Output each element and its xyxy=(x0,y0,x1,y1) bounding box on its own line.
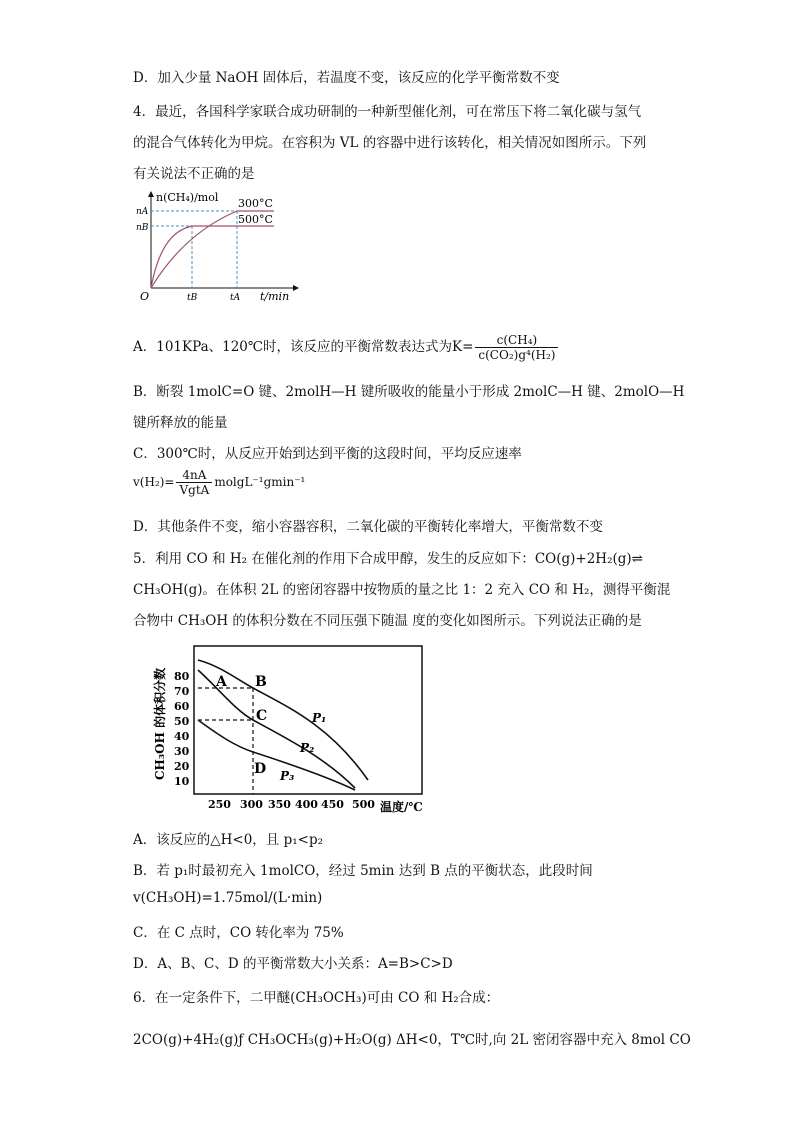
q5-option-d: D．A、B、C、D 的平衡常数大小关系：A=B>C>D xyxy=(133,956,453,972)
q5-ytick-70: 70 xyxy=(174,685,190,698)
q5-point-a: A xyxy=(216,674,227,690)
q5-ytick-80: 80 xyxy=(174,670,190,683)
q4-option-a-num: c(CH₄) xyxy=(475,333,558,348)
q4-xtick-tb: tB xyxy=(187,293,198,303)
q5-stem-line2: CH₃OH(g)。在体积 2L 的密闭容器中按物质的量之比 1：2 充入 CO 和 H₂，测得平衡混 xyxy=(133,582,671,598)
q4-option-b-line2: 键所释放的能量 xyxy=(133,415,228,431)
q5-option-a: A．该反应的△H<0，且 p₁<p₂ xyxy=(133,832,324,848)
q5-option-c: C．在 C 点时，CO 转化率为 75% xyxy=(133,925,344,941)
q5-yticks xyxy=(174,670,190,788)
q6-stem-line2: 2CO(g)+4H₂(g)ƒ CH₃OCH₃(g)+H₂O(g) ΔH<0，T℃时,向 2L 密闭容器中充入 8mol CO xyxy=(133,1032,691,1048)
q5-stem-line3: 合物中 CH₃OH 的体积分数在不同压强下随温 度的变化如图所示。下列说法正确的是 xyxy=(133,613,642,629)
q4-series-500: 500°C xyxy=(238,213,273,226)
q5-curve-p3 xyxy=(198,720,355,790)
q5-xticks xyxy=(208,798,375,811)
q3-option-d: D．加入少量 NaOH 固体后，若温度不变，该反应的化学平衡常数不变 xyxy=(133,70,560,86)
q5-point-b: B xyxy=(255,674,267,690)
q4-option-c-formula xyxy=(133,468,305,497)
q5-ytick-60: 60 xyxy=(174,700,190,713)
q6-stem-line1: 6．在一定条件下，二甲醚(CH₃OCH₃)可由 CO 和 H₂合成： xyxy=(133,990,500,1006)
q5-chart xyxy=(150,640,450,820)
q5-point-d: D xyxy=(254,761,267,777)
q5-ytick-10: 10 xyxy=(174,775,190,788)
q4-ylabel: n(CH₄)/mol xyxy=(156,191,219,204)
q5-ytick-30: 30 xyxy=(174,745,190,758)
q4-ytick-nb: nB xyxy=(136,223,149,233)
q4-xtick-ta: tA xyxy=(230,293,241,303)
q5-xtick-350: 350 xyxy=(268,798,291,811)
q4-ytick-na: nA xyxy=(136,207,149,217)
q4-option-c-unit: molgL⁻¹gmin⁻¹ xyxy=(214,475,306,489)
q4-option-b-line1: B．断裂 1molC=O 键、2molH—H 键所吸收的能量小于形成 2molC—H 键、2molO—H xyxy=(133,384,685,400)
q5-option-b-line1: B．若 p₁时最初充入 1molCO，经过 5min 达到 B 点的平衡状态，此段时间 xyxy=(133,863,593,879)
q4-xlabel: t/min xyxy=(260,290,290,303)
q4-option-a-den: c(CO₂)g⁴(H₂) xyxy=(478,348,556,362)
q4-stem-line1: 4．最近，各国科学家联合成功研制的一种新型催化剂，可在常压下将二氧化碳与氢气 xyxy=(133,104,642,120)
q4-option-c-line1: C．300℃时，从反应开始到达到平衡的这段时间，平均反应速率 xyxy=(133,446,522,462)
q5-ytick-20: 20 xyxy=(174,760,190,773)
q4-series-300: 300°C xyxy=(238,197,273,210)
q4-stem-line2: 的混合气体转化为甲烷。在容积为 VL 的容器中进行该转化，相关情况如图所示。下列 xyxy=(133,135,647,151)
q5-xtick-250: 250 xyxy=(208,798,231,811)
q5-xtick-450: 450 xyxy=(321,798,344,811)
q5-xtick-500: 500 xyxy=(352,798,375,811)
q5-series-p2: P₂ xyxy=(300,741,315,755)
q4-origin: O xyxy=(140,290,150,303)
q4-option-c-den: VgtA xyxy=(179,483,210,497)
q5-option-b-line2: v(CH₃OH)=1.75mol/(L·min) xyxy=(133,890,323,906)
q4-chart xyxy=(134,190,304,308)
q4-option-a-lhs: K= xyxy=(452,339,474,355)
q5-ytick-40: 40 xyxy=(174,730,190,743)
q5-xtick-300: 300 xyxy=(240,798,263,811)
q5-xlabel: 温度/℃ xyxy=(380,800,423,814)
q5-stem-line1: 5．利用 CO 和 H₂ 在催化剂的作用下合成甲醇，发生的反应如下：CO(g)+2H₂(g)⇌ xyxy=(133,551,643,567)
q5-ytick-50: 50 xyxy=(174,715,190,728)
q4-option-a-text: A．101KPa、120℃时，该反应的平衡常数表达式为 xyxy=(133,339,452,355)
q4-curve-500 xyxy=(151,226,274,288)
q4-option-a-fraction xyxy=(475,333,558,362)
q4-option-c-lhs: v(H₂)= xyxy=(133,475,175,489)
q5-xtick-400: 400 xyxy=(295,798,318,811)
q4-option-c-fraction xyxy=(176,468,212,497)
q5-ylabel: CH₃OH 的体积分数 xyxy=(153,667,167,780)
q4-option-d: D．其他条件不变，缩小容器容积，二氧化碳的平衡转化率增大，平衡常数不变 xyxy=(133,519,603,535)
q4-option-c-num: 4nA xyxy=(176,468,212,483)
q5-point-c: C xyxy=(256,708,268,724)
q4-stem-line3: 有关说法不正确的是 xyxy=(133,166,255,182)
q5-series-p1: P₁ xyxy=(312,711,327,725)
q5-series-p3: P₃ xyxy=(280,769,295,783)
q4-option-a xyxy=(133,333,560,362)
